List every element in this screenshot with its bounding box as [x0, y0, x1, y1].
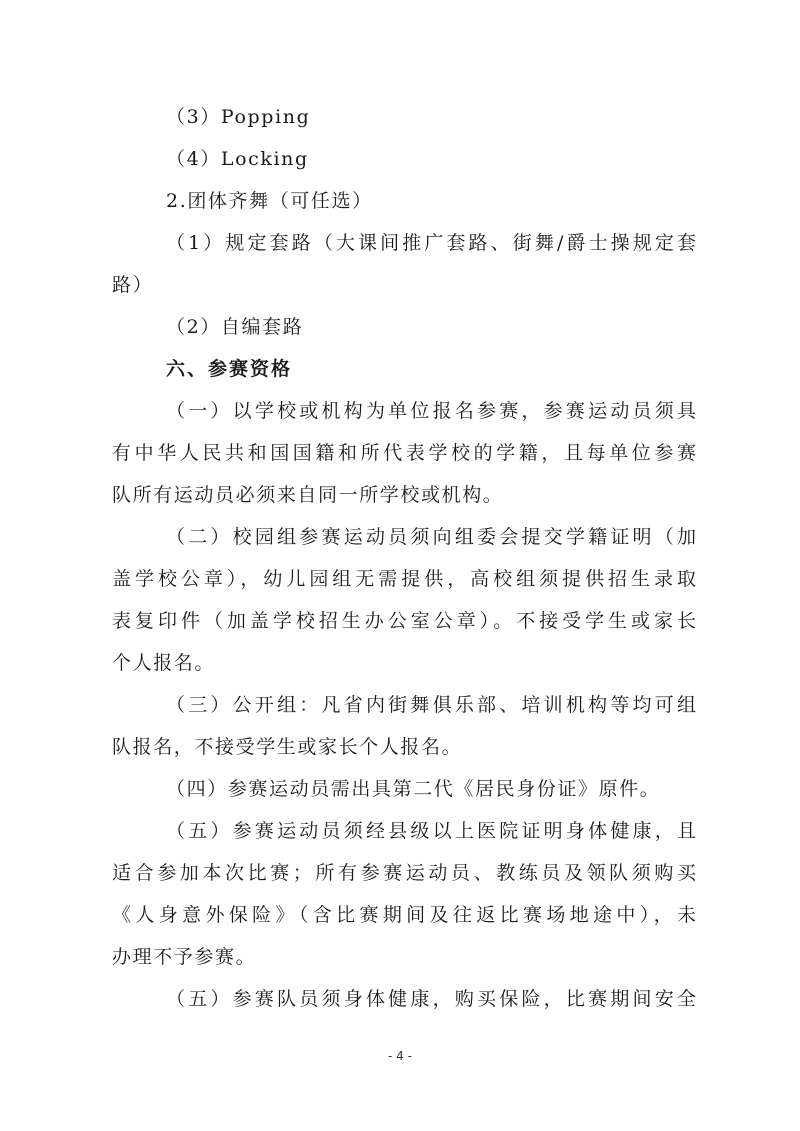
paragraph-line: 有中华人民共和国国籍和所代表学校的学籍，且每单位参赛 [112, 442, 696, 464]
paragraph-line: 个人报名。 [112, 652, 216, 674]
list-item-self-choreography: （2）自编套路 [166, 316, 304, 338]
page-number: - 4 - [388, 1049, 412, 1063]
list-item-locking: （4）Locking [166, 148, 309, 170]
subheading-group-dance: 2.团体齐舞（可任选） [166, 190, 373, 212]
paragraph-line: （五）参赛队员须身体健康，购买保险，比赛期间安全 [166, 988, 696, 1010]
paragraph-line: 办理不予参赛。 [112, 946, 257, 968]
paragraph-line: 适合参加本次比赛；所有参赛运动员、教练员及领队须购买 [112, 862, 696, 884]
paragraph-line: 盖学校公章），幼儿园组无需提供，高校组须提供招生录取 [112, 568, 696, 590]
paragraph-line: （一）以学校或机构为单位报名参赛，参赛运动员须具 [166, 400, 696, 422]
paragraph-line: （五）参赛运动员须经县级以上医院证明身体健康，且 [166, 820, 696, 842]
paragraph-line: （四）参赛运动员需出具第二代《居民身份证》原件。 [166, 778, 661, 800]
paragraph-line: （三）公开组：凡省内街舞俱乐部、培训机构等均可组 [166, 694, 696, 716]
paragraph-line: 队报名，不接受学生或家长个人报名。 [112, 736, 463, 758]
list-item-popping: （3）Popping [166, 106, 311, 128]
paragraph-line: 队所有运动员必须来自同一所学校或机构。 [112, 484, 504, 506]
paragraph-line: 表复印件（加盖学校招生办公室公章）。不接受学生或家长 [112, 610, 696, 632]
paragraph-line: （二）校园组参赛运动员须向组委会提交学籍证明（加 [166, 526, 696, 548]
paragraph-line: 路） [112, 274, 154, 296]
section-heading-eligibility: 六、参赛资格 [166, 358, 293, 380]
paragraph-line: 《人身意外保险》（含比赛期间及往返比赛场地途中），未 [112, 904, 696, 926]
paragraph-line: （1）规定套路（大课间推广套路、街舞/爵士操规定套 [166, 232, 696, 254]
